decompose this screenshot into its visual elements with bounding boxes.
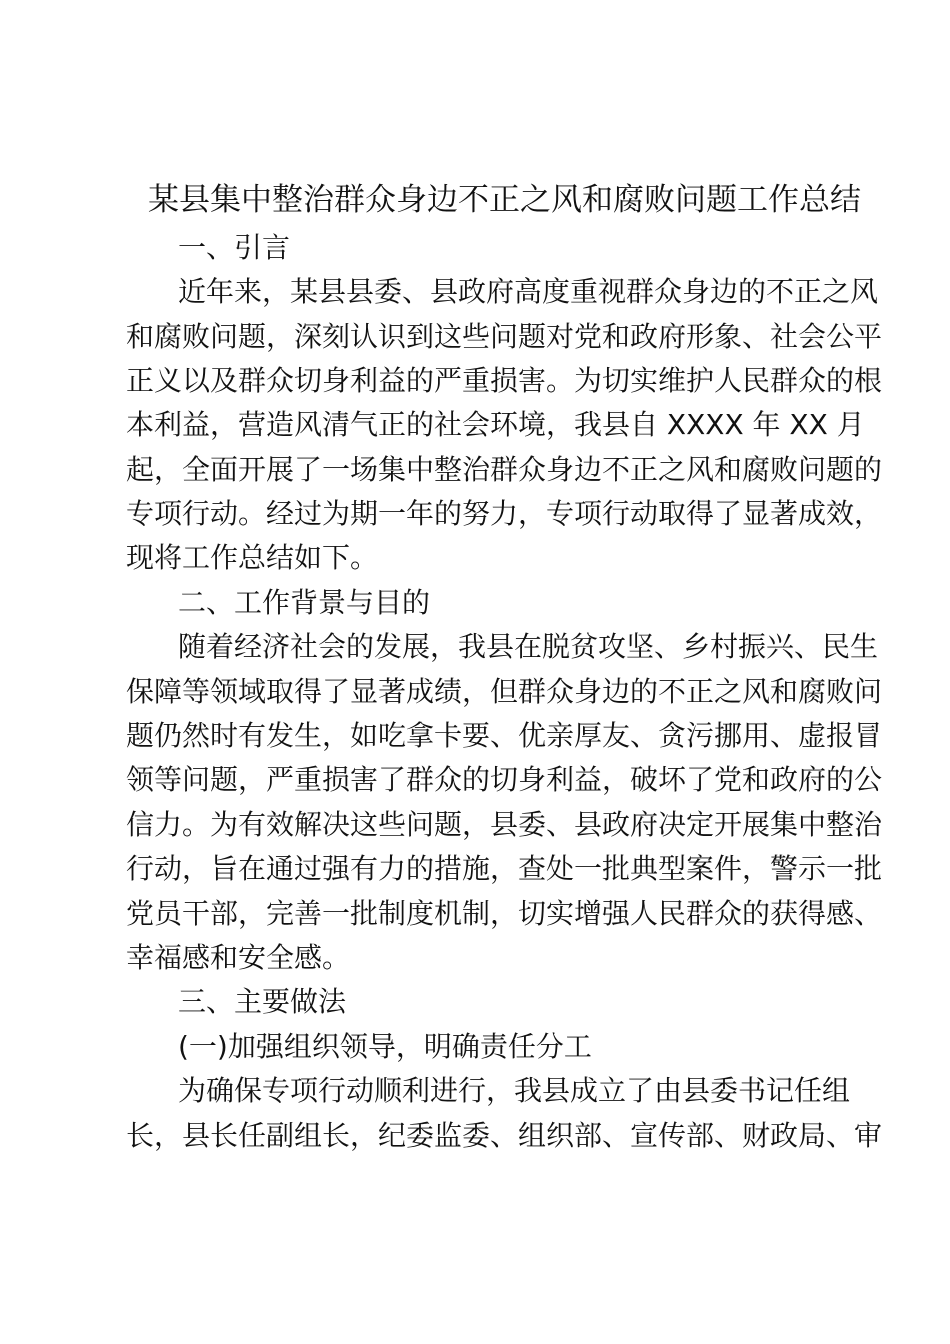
paragraph-line: 行动，旨在通过强有力的措施，查处一批典型案件，警示一批 (126, 852, 883, 885)
paragraph-line: 近年来，某县县委、县政府高度重视群众身边的不正之风 (178, 275, 879, 308)
paragraph-line: 起，全面开展了一场集中整治群众身边不正之风和腐败问题的 (126, 453, 883, 486)
section-heading-background: 二、工作背景与目的 (178, 586, 431, 619)
section-heading-introduction: 一、引言 (178, 231, 291, 264)
paragraph-line: 长，县长任副组长，纪委监委、组织部、宣传部、财政局、审 (126, 1119, 883, 1152)
paragraph-line: 题仍然时有发生，如吃拿卡要、优亲厚友、贪污挪用、虚报冒 (126, 719, 883, 752)
paragraph-line: 为确保专项行动顺利进行，我县成立了由县委书记任组 (178, 1074, 851, 1107)
paragraph-line: 现将工作总结如下。 (126, 541, 379, 574)
paragraph-line: 随着经济社会的发展，我县在脱贫攻坚、乡村振兴、民生 (178, 630, 879, 663)
paragraph-line: 党员干部，完善一批制度机制，切实增强人民群众的获得感、 (126, 897, 883, 930)
paragraph-line: 幸福感和安全感。 (126, 941, 351, 974)
paragraph-line: 和腐败问题，深刻认识到这些问题对党和政府形象、社会公平 (126, 320, 883, 353)
subsection-heading: (一)加强组织领导，明确责任分工 (178, 1030, 592, 1063)
paragraph-line: 领等问题，严重损害了群众的切身利益，破坏了党和政府的公 (126, 763, 883, 796)
paragraph-line: 专项行动。经过为期一年的努力，专项行动取得了显著成效， (126, 497, 883, 530)
paragraph-line: 正义以及群众切身利益的严重损害。为切实维护人民群众的根 (126, 364, 883, 397)
paragraph-line: 本利益，营造风清气正的社会环境，我县自 XXXX 年 XX 月 (126, 408, 865, 441)
paragraph-line: 信力。为有效解决这些问题，县委、县政府决定开展集中整治 (126, 808, 883, 841)
section-heading-main-practices: 三、主要做法 (178, 985, 347, 1018)
paragraph-line: 保障等领域取得了显著成绩，但群众身边的不正之风和腐败问 (126, 675, 883, 708)
document-title: 某县集中整治群众身边不正之风和腐败问题工作总结 (148, 182, 861, 218)
